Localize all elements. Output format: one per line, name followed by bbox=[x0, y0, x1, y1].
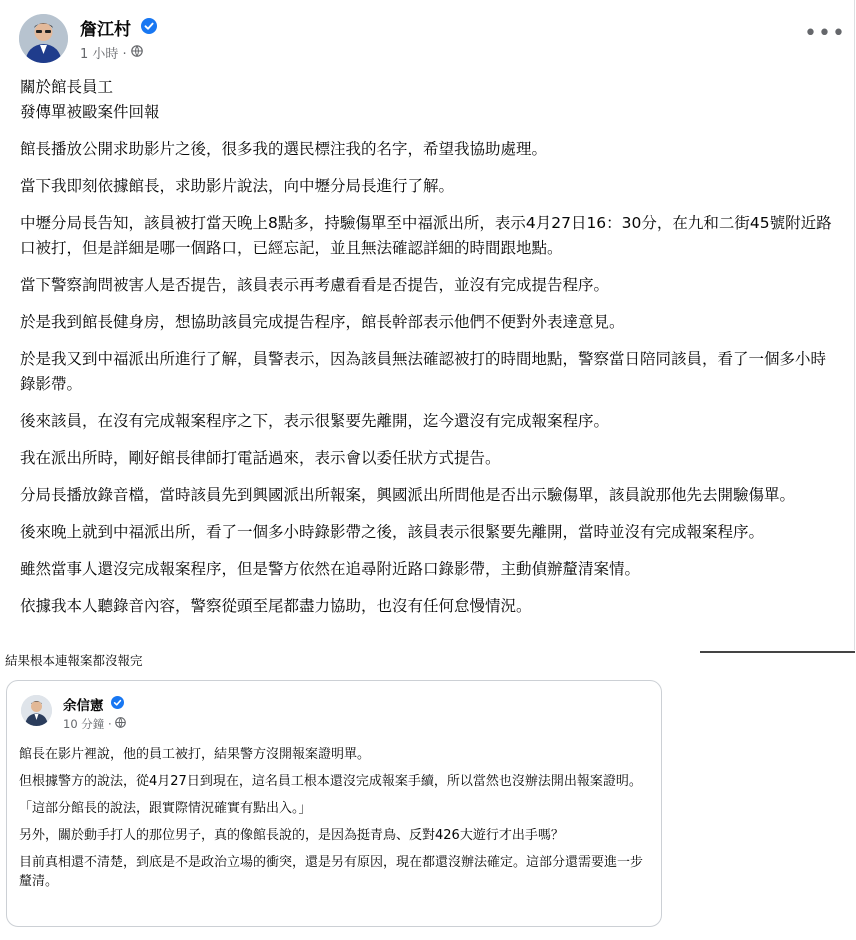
post-paragraph: 當下警察詢問被害人是否提告，該員表示再考慮看看是否提告，並沒有完成提告程序。 bbox=[20, 276, 610, 294]
post-paragraph: 館長在影片裡說，他的員工被打，結果警方沒開報案證明單。 bbox=[19, 747, 371, 762]
post-paragraph: 分局長播放錄音檔，當時該員先到興國派出所報案，興國派出所問他是否出示驗傷單，該員說那他先去開驗傷單。 bbox=[20, 486, 796, 504]
post-paragraph: 「這部分館長的說法，跟實際情況確實有點出入。」 bbox=[19, 801, 312, 816]
post-paragraph: 但根據警方的說法，從4月27日到現在，這名員工根本還沒完成報案手續，所以當然也沒辦法開出報案證明。 bbox=[19, 774, 642, 789]
post-paragraph: 發傳單被毆案件回報 bbox=[20, 103, 160, 121]
post-paragraph: 當下我即刻依據館長，求助影片說法，向中壢分局長進行了解。 bbox=[20, 177, 455, 195]
post-paragraph: 另外，關於動手打人的那位男子，真的像館長說的，是因為挺青鳥、反對426大遊行才出手嗎？ bbox=[19, 828, 564, 843]
author-name[interactable]: 詹江村 bbox=[80, 20, 131, 40]
post-meta bbox=[80, 43, 143, 62]
post-paragraph: 中壢分局長告知，該員被打當天晚上8點多，持驗傷單至中福派出所，表示4月27日16：30分，在九和二街45號附近路口被打，但是詳細是哪一個路口，已經忘記，並且無法確認詳細的時間跟地點。 bbox=[20, 214, 832, 257]
post-paragraph: 目前真相還不清楚，到底是不是政治立場的衝突，還是另有原因，現在都還沒辦法確定。這部分還需要進一步釐清。 bbox=[19, 855, 644, 889]
post-paragraph: 我在派出所時，剛好館長律師打電話過來，表示會以委任狀方式提告。 bbox=[20, 449, 501, 467]
post-paragraph: 依據我本人聽錄音內容，警察從頭至尾都盡力協助，也沒有任何怠慢情況。 bbox=[20, 597, 532, 615]
post-meta bbox=[63, 716, 126, 732]
post-timestamp[interactable]: 10 分鐘 · bbox=[63, 717, 112, 731]
verified-badge-icon bbox=[141, 18, 157, 34]
embedded-post bbox=[6, 680, 662, 927]
post-paragraph: 館長播放公開求助影片之後，很多我的選民標注我的名字，希望我協助處理。 bbox=[20, 140, 548, 158]
post-paragraph: 雖然當事人還沒完成報案程序，但是警方依然在追尋附近路口錄影帶，主動偵辦釐清案情。 bbox=[20, 560, 641, 578]
more-options-button[interactable]: ••• bbox=[804, 21, 846, 46]
globe-icon bbox=[115, 717, 126, 731]
post-paragraph: 於是我又到中福派出所進行了解，員警表示，因為該員無法確認被打的時間地點，警察當日陪同該員，看了一個多小時錄影帶。 bbox=[20, 350, 827, 393]
author-avatar[interactable] bbox=[21, 695, 52, 726]
post-paragraph: 後來晚上就到中福派出所，看了一個多小時錄影帶之後，該員表示很緊要先離開，當時並沒有完成報案程序。 bbox=[20, 523, 765, 541]
caption-text: 結果根本連報案都沒報完 bbox=[5, 653, 143, 668]
post-body bbox=[20, 75, 840, 631]
globe-icon bbox=[131, 45, 143, 61]
post-paragraph: 關於館長員工 bbox=[20, 78, 114, 96]
divider bbox=[700, 651, 855, 653]
post-body bbox=[19, 745, 649, 899]
post-timestamp[interactable]: 1 小時 · bbox=[80, 47, 127, 62]
author-name[interactable]: 余信憲 bbox=[63, 698, 104, 714]
post-paragraph: 後來該員，在沒有完成報案程序之下，表示很緊要先離開，迄今還沒有完成報案程序。 bbox=[20, 412, 610, 430]
post-paragraph: 於是我到館長健身房，想協助該員完成提告程序，館長幹部表示他們不便對外表達意見。 bbox=[20, 313, 625, 331]
author-avatar[interactable] bbox=[19, 14, 68, 63]
verified-badge-icon bbox=[111, 696, 124, 709]
